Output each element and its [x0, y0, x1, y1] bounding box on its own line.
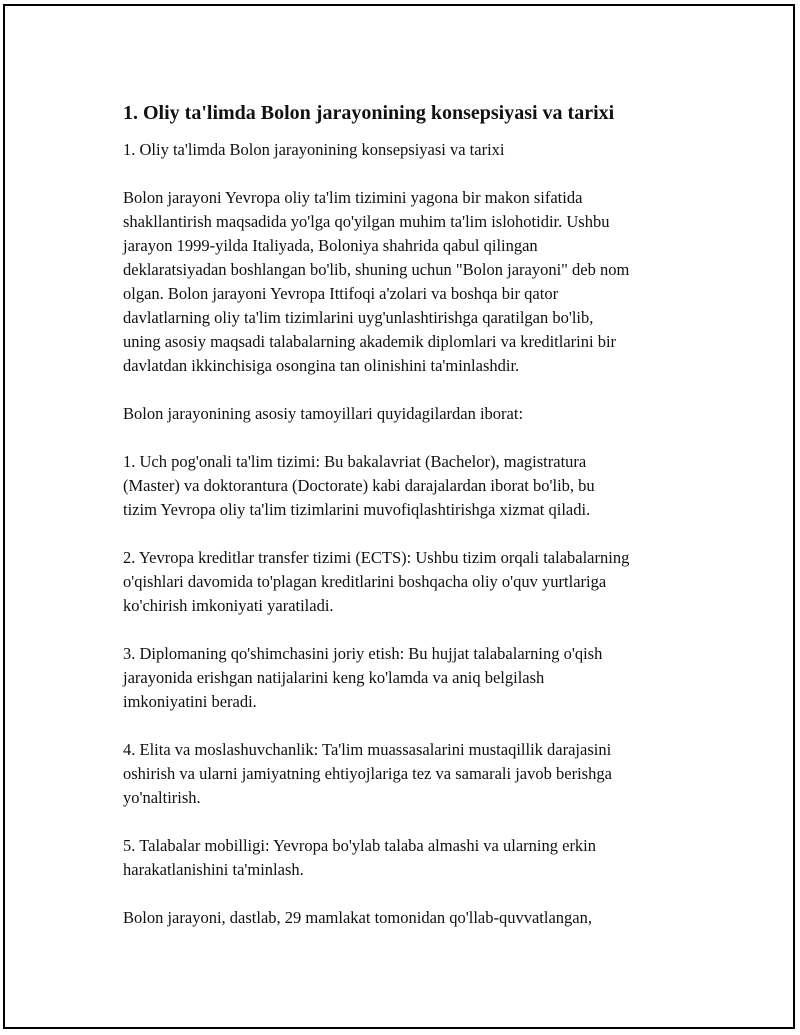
paragraph-line: harakatlanishini ta'minlash. — [123, 860, 304, 879]
paragraph-line: oshirish va ularni jamiyatning ehtiyojlariga tez va samarali javob berishga — [123, 764, 612, 783]
principle-item-5 — [123, 834, 713, 882]
closing-paragraph — [123, 906, 713, 930]
paragraph-line: deklaratsiyadan boshlangan bo'lib, shuning uchun "Bolon jarayoni" deb nom — [123, 260, 630, 279]
paragraph-line: Bolon jarayoni Yevropa oliy ta'lim tizimini yagona bir makon sifatida — [123, 188, 583, 207]
paragraph-line: imkoniyatini beradi. — [123, 692, 257, 711]
document-body — [123, 99, 713, 930]
paragraph-line: yo'naltirish. — [123, 788, 201, 807]
paragraph-line: davlatdan ikkinchisiga osongina tan olinishini ta'minlashdir. — [123, 356, 520, 375]
paragraph-line: (Master) va doktorantura (Doctorate) kabi darajalardan iborat bo'lib, bu — [123, 476, 595, 495]
section-subtitle: 1. Oliy ta'limda Bolon jarayonining konsepsiyasi va tarixi — [123, 140, 505, 159]
principle-item-2 — [123, 546, 713, 618]
paragraph-line: ko'chirish imkoniyati yaratiladi. — [123, 596, 334, 615]
paragraph-line: 2. Yevropa kreditlar transfer tizimi (ECTS): Ushbu tizim orqali talabalarning — [123, 548, 630, 567]
principle-item-3 — [123, 642, 713, 714]
paragraph-line: jarayonida erishgan natijalarini keng ko'lamda va aniq belgilash — [123, 668, 545, 687]
paragraph-line: tizim Yevropa oliy ta'lim tizimlarini muvofiqlashtirishga xizmat qiladi. — [123, 500, 591, 519]
paragraph-line: 4. Elita va moslashuvchanlik: Ta'lim muassasalarini mustaqillik darajasini — [123, 740, 612, 759]
paragraph-line: Bolon jarayoni, dastlab, 29 mamlakat tomonidan qo'llab-quvvatlangan, — [123, 908, 592, 927]
document-title: 1. Oliy ta'limda Bolon jarayonining konsepsiyasi va tarixi — [123, 102, 615, 124]
principle-item-4 — [123, 738, 713, 810]
paragraph-line: 5. Talabalar mobilligi: Yevropa bo'ylab talaba almashi va ularning erkin — [123, 836, 597, 855]
principles-intro: Bolon jarayonining asosiy tamoyillari quyidagilardan iborat: — [123, 404, 524, 423]
paragraph-line: uning asosiy maqsadi talabalarning akademik diplomlari va kreditlarini bir — [123, 332, 617, 351]
paragraph-line: davlatlarning oliy ta'lim tizimlarini uyg'unlashtirishga qaratilgan bo'lib, — [123, 308, 594, 327]
principle-item-1 — [123, 450, 713, 522]
paragraph-line: 3. Diplomaning qo'shimchasini joriy etish: Bu hujjat talabalarning o'qish — [123, 644, 603, 663]
paragraph-line: o'qishlari davomida to'plagan kreditlarini boshqacha oliy o'quv yurtlariga — [123, 572, 607, 591]
paragraph-line: shakllantirish maqsadida yo'lga qo'yilgan muhim ta'lim islohotidir. Ushbu — [123, 212, 610, 231]
intro-paragraph — [123, 186, 713, 378]
document-page — [3, 4, 795, 1029]
paragraph-line: 1. Uch pog'onali ta'lim tizimi: Bu bakalavriat (Bachelor), magistratura — [123, 452, 587, 471]
paragraph-line: olgan. Bolon jarayoni Yevropa Ittifoqi a'zolari va boshqa bir qator — [123, 284, 559, 303]
paragraph-line: jarayon 1999-yilda Italiyada, Boloniya shahrida qabul qilingan — [123, 236, 538, 255]
